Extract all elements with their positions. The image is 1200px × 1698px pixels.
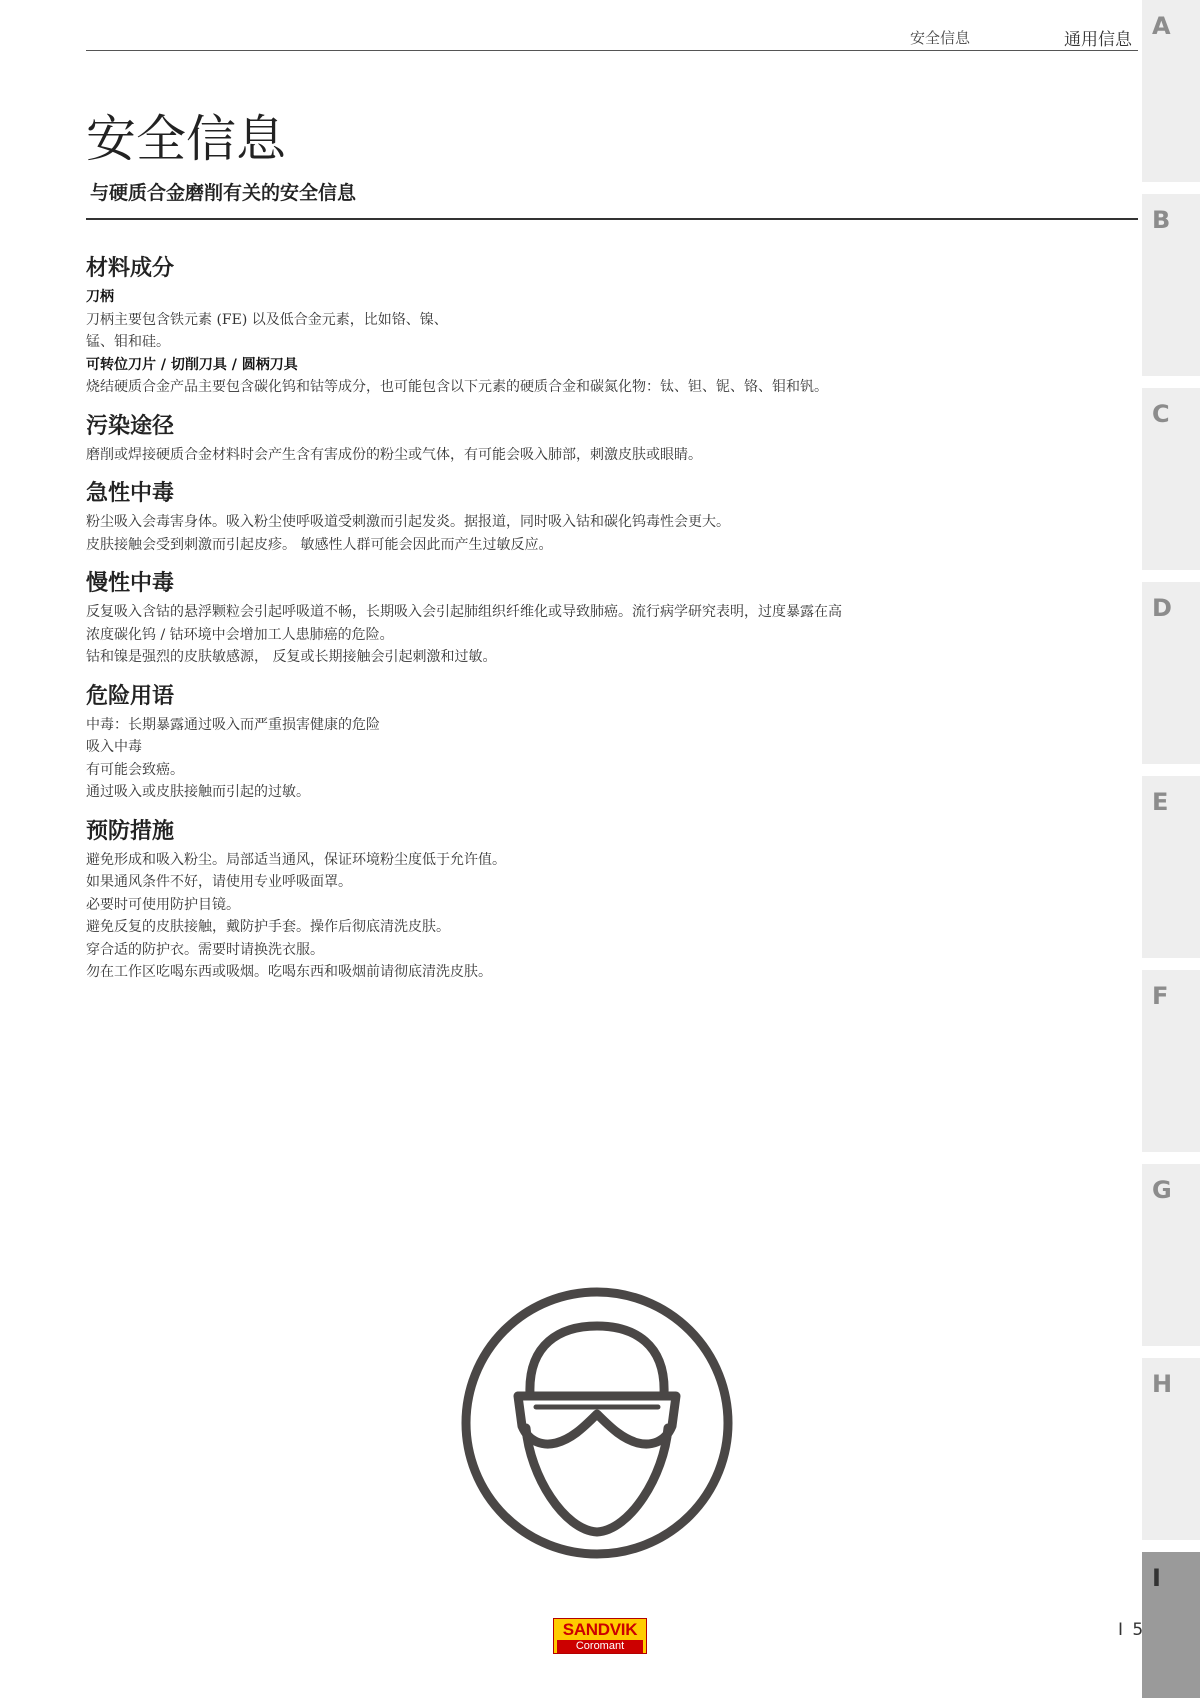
chapter-tab-c[interactable]	[1142, 388, 1200, 570]
paragraph-line: 粉尘吸入会毒害身体。吸入粉尘使呼吸道受刺激而引起发炎。据报道，同时吸入钴和碳化钨毒性会更大。	[86, 514, 730, 530]
section	[86, 252, 986, 399]
paragraph-line: 穿合适的防护衣。需要时请换洗衣服。	[86, 941, 324, 958]
paragraph-line: 避免反复的皮肤接触，戴防护手套。操作后彻底清洗皮肤。	[86, 919, 450, 935]
header-chapter-title: 通用信息	[1064, 30, 1132, 50]
paragraph-line: 刀柄主要包含铁元素 (FE) 以及低合金元素，比如铬、镍、	[86, 311, 448, 328]
paragraph-line: 烧结硬质合金产品主要包含碳化钨和钴等成分，也可能包含以下元素的硬质合金和碳氮化物：钛、钽、铌、铬、钼和钒。	[86, 379, 828, 395]
paragraph-line: 磨削或焊接硬质合金材料时会产生含有害成份的粉尘或气体，有可能会吸入肺部，刺激皮肤或眼睛。	[86, 446, 702, 463]
safety-goggles-icon	[460, 1286, 734, 1560]
chapter-tab-e[interactable]	[1142, 776, 1200, 958]
chapter-tab-letter: G	[1152, 1176, 1172, 1204]
section-heading: 慢性中毒	[86, 571, 175, 596]
section-heading: 危险用语	[86, 683, 175, 709]
chapter-tab-letter: E	[1152, 788, 1169, 816]
paragraph-line: 有可能会致癌。	[86, 761, 184, 778]
header-line	[86, 50, 1138, 51]
section	[86, 680, 986, 804]
paragraph-line: 吸入中毒	[86, 739, 142, 755]
sandvik-coromant-logo	[553, 1618, 647, 1654]
chapter-tab-d[interactable]	[1142, 582, 1200, 764]
chapter-tab-f[interactable]	[1142, 970, 1200, 1152]
paragraph-line: 中毒：长期暴露通过吸入而严重损害健康的危险	[86, 716, 380, 733]
paragraph-line: 皮肤接触会受到刺激而引起皮疹。 敏感性人群可能会因此而产生过敏反应。	[86, 536, 553, 553]
logo-brand: SANDVIK	[562, 1620, 638, 1639]
paragraph-line: 锰、钼和硅。	[86, 334, 170, 350]
paragraph-line: 钴和镍是强烈的皮肤敏感源， 反复或长期接触会引起刺激和过敏。	[86, 649, 497, 665]
chapter-tab-letter: F	[1152, 982, 1169, 1010]
section-subheading: 可转位刀片 / 切削刀具 / 圆柄刀具	[86, 356, 298, 373]
section	[86, 477, 986, 556]
section-heading: 材料成分	[86, 256, 175, 281]
page-title: 安全信息	[86, 110, 286, 168]
paragraph-line: 浓度碳化钨 / 钴环境中会增加工人患肺癌的危险。	[86, 626, 394, 643]
section-heading: 污染途径	[86, 413, 175, 439]
chapter-tab-letter: I	[1152, 1564, 1161, 1592]
chapter-tab-i[interactable]	[1142, 1552, 1200, 1698]
chapter-tab-b[interactable]	[1142, 194, 1200, 376]
paragraph-line: 通过吸入或皮肤接触而引起的过敏。	[86, 784, 310, 800]
content	[86, 252, 986, 995]
chapter-tab-letter: H	[1152, 1370, 1173, 1398]
chapter-tab-letter: C	[1152, 400, 1170, 428]
chapter-tab-h[interactable]	[1142, 1358, 1200, 1540]
chapter-tab-a[interactable]	[1142, 0, 1200, 182]
section-heading: 急性中毒	[86, 481, 175, 506]
section	[86, 410, 986, 467]
chapter-tab-letter: A	[1152, 12, 1171, 40]
paragraph-line: 如果通风条件不好，请使用专业呼吸面罩。	[86, 874, 352, 890]
paragraph-line: 避免形成和吸入粉尘。局部适当通风，保证环境粉尘度低于允许值。	[86, 851, 506, 868]
section-subheading: 刀柄	[86, 289, 114, 305]
chapter-tab-letter: B	[1152, 206, 1171, 234]
title-rule	[86, 218, 1138, 220]
section	[86, 815, 986, 984]
paragraph-line: 反复吸入含钴的悬浮颗粒会引起呼吸道不畅，长期吸入会引起肺组织纤维化或导致肺癌。流行病学研究表明，过度暴露在高	[86, 604, 842, 620]
page-number: I 5	[1118, 1620, 1146, 1640]
page-subtitle: 与硬质合金磨削有关的安全信息	[90, 182, 357, 204]
chapter-tab-letter: D	[1152, 594, 1172, 622]
chapter-tabs	[1142, 0, 1200, 1698]
header-section-title: 安全信息	[910, 29, 971, 47]
section-heading: 预防措施	[86, 818, 175, 844]
paragraph-line: 勿在工作区吃喝东西或吸烟。吃喝东西和吸烟前请彻底清洗皮肤。	[86, 964, 492, 980]
section	[86, 567, 986, 669]
chapter-tab-g[interactable]	[1142, 1164, 1200, 1346]
paragraph-line: 必要时可使用防护目镜。	[86, 896, 240, 913]
logo-sub: Coromant	[557, 1640, 643, 1653]
